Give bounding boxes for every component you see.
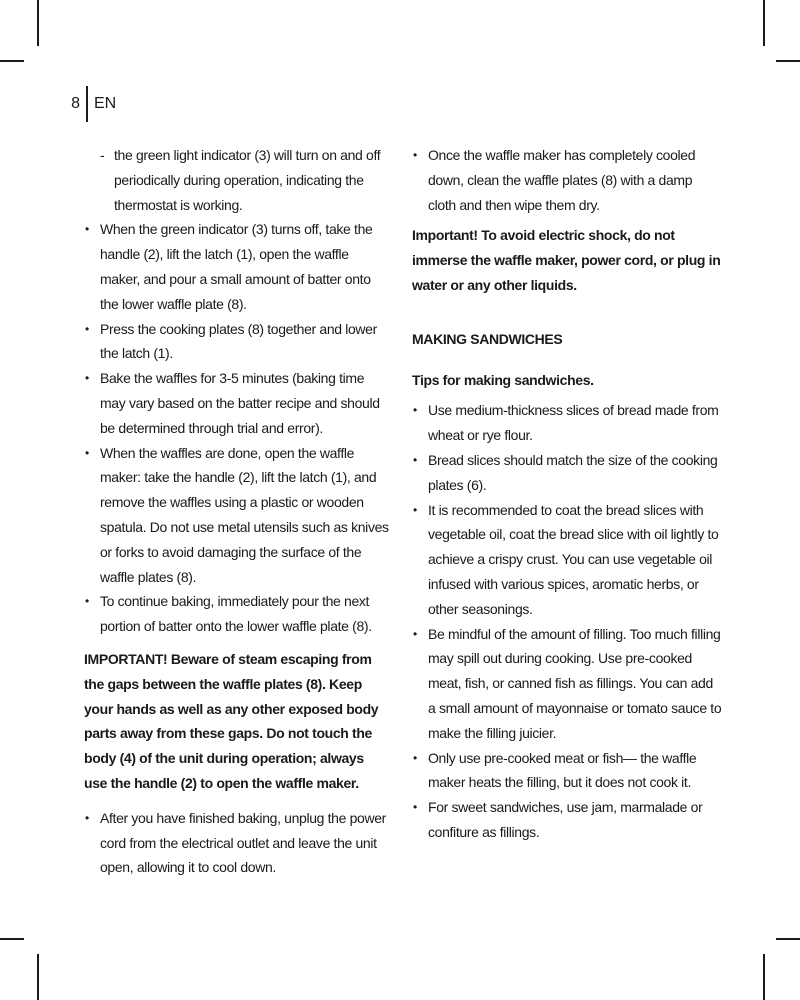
- left-column: [84, 143, 390, 880]
- list-item: • For sweet sandwiches, use jam, marmalade or confiture as fillings.: [412, 795, 722, 845]
- crop-mark-top-left: [37, 0, 39, 46]
- continuation-list: [98, 143, 390, 217]
- continuation-item: - the green light indicator (3) will turn on and off periodically during operation, indicating the thermostat is working.: [98, 143, 390, 217]
- language-code: EN: [94, 95, 117, 112]
- list-item: • After you have finished baking, unplug the power cord from the electrical outlet and leave the unit open, allowing it to cool down.: [84, 806, 390, 880]
- section-title: MAKING SANDWICHES: [412, 330, 563, 347]
- page-header: [64, 86, 116, 122]
- list-item: • Use medium-thickness slices of bread made from wheat or rye flour.: [412, 398, 722, 448]
- list-item: • Press the cooking plates (8) together and lower the latch (1).: [84, 317, 390, 367]
- crop-mark-bottom-right: [763, 954, 765, 1000]
- crop-mark-bottom-left: [37, 954, 39, 1000]
- tips-heading: Tips for making sandwiches.: [412, 371, 594, 388]
- crop-mark-bottom-right-h: [776, 938, 800, 940]
- steam-warning: IMPORTANT! Beware of steam escaping from the gaps between the waffle plates (8). Keep your hands as well as any other exposed body parts away from these gaps. Do not touch the body (4) of the unit during operation; always use the handle (2) to open the waffle maker.: [84, 650, 379, 791]
- instruction-list: [84, 217, 390, 639]
- cleaning-list: [412, 143, 722, 217]
- right-column: [412, 143, 722, 845]
- list-item: • When the waffles are done, open the waffle maker: take the handle (2), lift the latch (1), and remove the waffles using a plastic or wooden spatula. Do not use metal utensils such as knives or forks to avoid damaging the surface of the waffle plates (8).: [84, 441, 390, 590]
- tips-list: [412, 398, 722, 844]
- list-item: • Only use pre-cooked meat or fish— the waffle maker heats the filling, but it does not cook it.: [412, 746, 722, 796]
- crop-mark-top-right-h: [776, 60, 800, 62]
- shock-warning: Important! To avoid electric shock, do not immerse the waffle maker, power cord, or plug in water or any other liquids.: [412, 227, 721, 293]
- crop-mark-top-left-h: [0, 60, 24, 62]
- list-item: • Bake the waffles for 3-5 minutes (baking time may vary based on the batter recipe and should be determined through trial and error).: [84, 366, 390, 440]
- list-item: • To continue baking, immediately pour the next portion of batter onto the lower waffle plate (8).: [84, 589, 390, 639]
- list-item: • Once the waffle maker has completely cooled down, clean the waffle plates (8) with a damp cloth and then wipe them dry.: [412, 143, 722, 217]
- crop-mark-top-right: [763, 0, 765, 46]
- page-number: 8: [71, 95, 80, 112]
- list-item: • It is recommended to coat the bread slices with vegetable oil, coat the bread slice with oil lightly to achieve a crispy crust. You can use vegetable oil infused with various spices, aromatic herbs, or other seasonings.: [412, 498, 722, 622]
- after-baking-list: [84, 806, 390, 880]
- list-item: • When the green indicator (3) turns off, take the handle (2), lift the latch (1), open the waffle maker, and pour a small amount of batter onto the lower waffle plate (8).: [84, 217, 390, 316]
- list-item: • Be mindful of the amount of filling. Too much filling may spill out during cooking. Use pre-cooked meat, fish, or canned fish as fillings. You can add a small amount of mayonnaise or tomato sauce to make the filling juicier.: [412, 622, 722, 746]
- crop-mark-bottom-left-h: [0, 938, 24, 940]
- list-item: • Bread slices should match the size of the cooking plates (6).: [412, 448, 722, 498]
- header-divider: [86, 86, 88, 122]
